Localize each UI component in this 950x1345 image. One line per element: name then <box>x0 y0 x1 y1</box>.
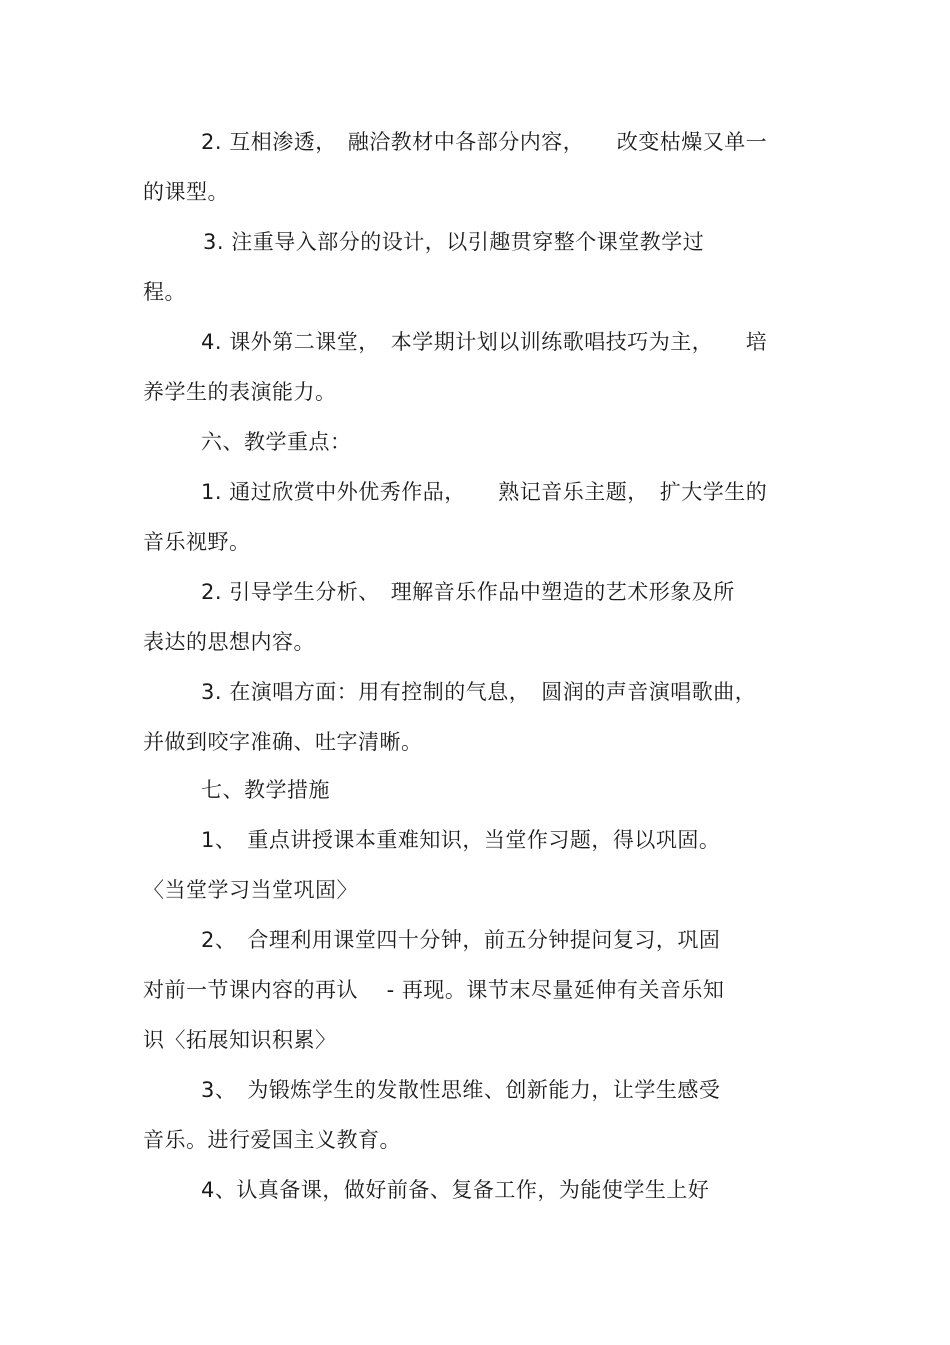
para-3-line-1: 3. 注重导入部分的设计，以引趣贯穿整个课堂教学过 <box>203 230 705 254</box>
measure-2-line-3: 识〈拓展知识积累〉 <box>143 1028 337 1052</box>
focus-2-line-1: 2. 引导学生分析、 理解音乐作品中塑造的艺术形象及所 <box>201 580 735 604</box>
para-3-line-2: 程。 <box>143 280 186 304</box>
measure-1-line-1: 1、 重点讲授课本重难知识，当堂作习题，得以巩固。 <box>201 828 721 852</box>
measure-3-line-2: 音乐。进行爱国主义教育。 <box>143 1128 401 1152</box>
para-4-line-1: 4. 课外第二课堂， 本学期计划以训练歌唱技巧为主， 培 <box>201 330 768 354</box>
para-2-line-1: 2. 互相渗透， 融洽教材中各部分内容， 改变枯燥又单一 <box>201 130 768 154</box>
focus-3-line-1: 3. 在演唱方面：用有控制的气息， 圆润的声音演唱歌曲， <box>201 680 757 704</box>
section-heading-teaching-measures: 七、教学措施 <box>201 778 330 802</box>
focus-3-line-2: 并做到咬字准确、吐字清晰。 <box>143 730 423 754</box>
para-4-line-2: 养学生的表演能力。 <box>143 380 337 404</box>
measure-2-line-2: 对前一节课内容的再认 - 再现。课节末尽量延伸有关音乐知 <box>143 978 725 1002</box>
measure-1-line-2: 〈当堂学习当堂巩固〉 <box>143 878 358 902</box>
section-heading-teaching-focus: 六、教学重点： <box>201 430 352 454</box>
focus-1-line-1: 1. 通过欣赏中外优秀作品， 熟记音乐主题， 扩大学生的 <box>201 480 768 504</box>
measure-4-line-1: 4、认真备课，做好前备、复备工作，为能使学生上好 <box>201 1178 710 1202</box>
measure-3-line-1: 3、 为锻炼学生的发散性思维、创新能力，让学生感受 <box>201 1078 721 1102</box>
focus-2-line-2: 表达的思想内容。 <box>143 630 315 654</box>
measure-2-line-1: 2、 合理利用课堂四十分钟，前五分钟提问复习，巩固 <box>201 928 721 952</box>
para-2-line-2: 的课型。 <box>143 180 229 204</box>
focus-1-line-2: 音乐视野。 <box>143 530 251 554</box>
